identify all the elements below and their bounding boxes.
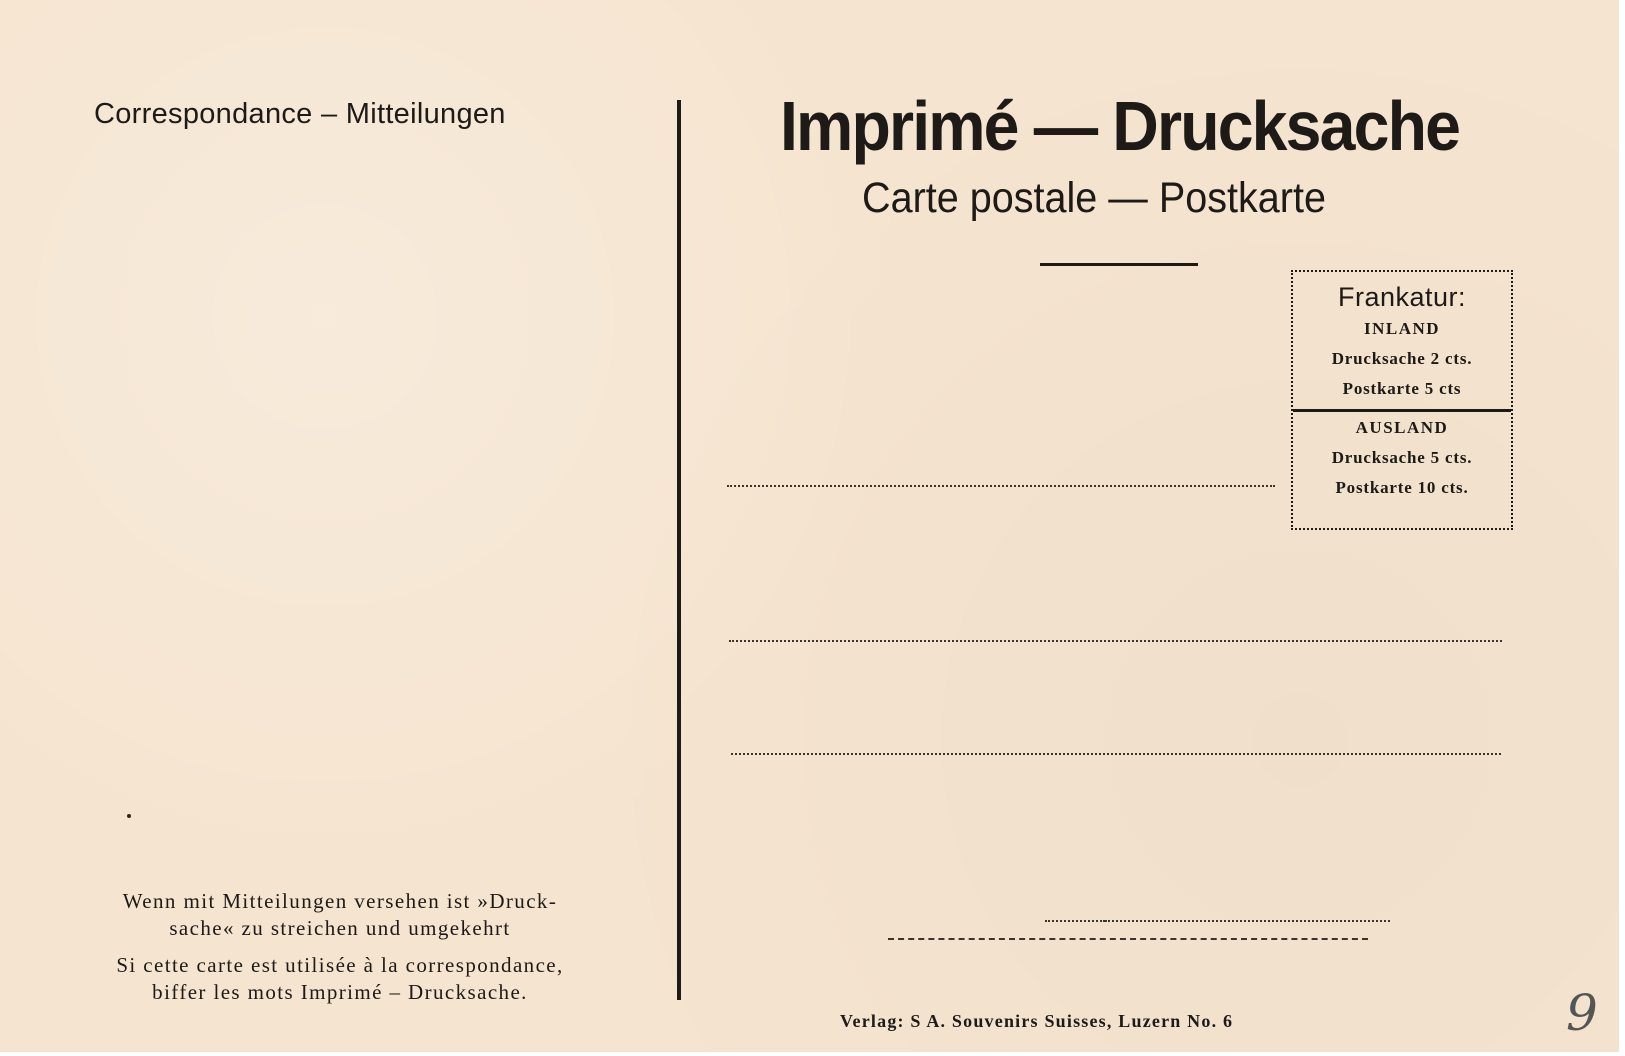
title-underline <box>1040 263 1198 266</box>
postage-separator <box>1293 409 1511 412</box>
address-line-2 <box>729 640 1502 642</box>
address-line-6 <box>888 938 1368 940</box>
address-line-5 <box>1105 920 1390 922</box>
note-german-line-1: Wenn mit Mitteilungen versehen ist »Druck- <box>122 889 558 913</box>
domestic-printed-matter-rate: Drucksache 2 cts. <box>1331 349 1473 368</box>
abroad-printed-matter-rate: Drucksache 5 cts. <box>1331 448 1473 467</box>
handwritten-number: 9 <box>1566 984 1598 1042</box>
abroad-label: AUSLAND <box>1355 418 1449 437</box>
postage-heading: Frankatur: <box>1337 282 1467 312</box>
note-german-line-2: sache« zu streichen und umgekehrt <box>169 916 511 940</box>
postage-box <box>1291 270 1513 530</box>
address-line-1 <box>727 485 1275 487</box>
address-line-3 <box>731 753 1501 755</box>
publisher-imprint: Verlag: S A. Souvenirs Suisses, Luzern No. 6 <box>840 1011 1234 1031</box>
center-divider <box>677 100 681 1000</box>
abroad-postcard-rate: Postkarte 10 cts. <box>1335 478 1469 497</box>
note-french-line-1: Si cette carte est utilisée à la correspondance, <box>116 953 564 977</box>
card-title: Imprimé — Drucksache <box>780 87 1460 165</box>
scan-edge-right <box>1619 0 1625 1056</box>
correspondence-header: Correspondance – Mitteilungen <box>94 98 506 130</box>
ink-speck <box>127 814 131 818</box>
scan-edge-bottom <box>0 1052 1625 1056</box>
note-french-line-2: biffer les mots Imprimé – Drucksache. <box>152 980 528 1004</box>
domestic-label: INLAND <box>1363 319 1441 338</box>
card-subtitle: Carte postale — Postkarte <box>862 174 1326 222</box>
domestic-postcard-rate: Postkarte 5 cts <box>1342 379 1462 398</box>
address-line-4 <box>1045 920 1105 922</box>
